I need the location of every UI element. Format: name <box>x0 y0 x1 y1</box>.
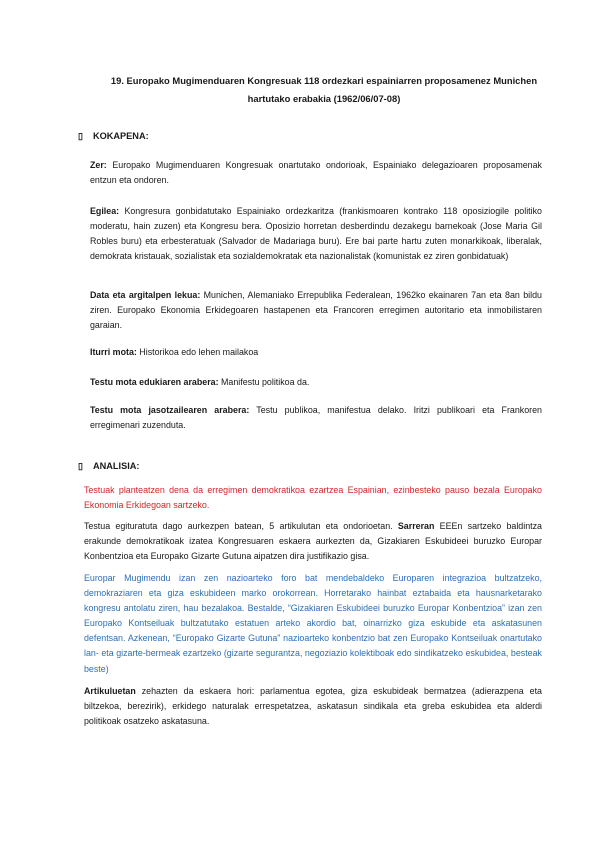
label-testu-mota-jasotzailea: Testu mota jasotzailearen arabera: <box>90 405 250 415</box>
paragraph-data-argitalpen <box>90 288 542 333</box>
label-data-argitalpen: Data eta argitalpen lekua: <box>90 290 201 300</box>
text-egilea: Kongresura gonbidatutako Espainiako ordezkaritza (frankismoaren kontrako 118 oposiziogile politiko moderatu, hain zuzen) eta Kongresu bera. Oposizio horretan desberdindu dezakegu barnekoak (Jose Maria Gil Robles buru) eta erbesteratuak (Salvador de Madariaga buru). Ere bai parte hartu zuten monarkikoak, liberalak, demokrata kristauak, sozialistak eta sozialdemokratak eta nazionalistak (komunistak ez ziren gonbidatuak) <box>90 206 542 262</box>
bullet-icon: ▯ <box>78 131 83 141</box>
paragraph-structure <box>84 519 542 564</box>
section-heading-text: KOKAPENA: <box>93 131 149 141</box>
text-testu-mota-jasotzailea: Testu publikoa, manifestua delako. Iritzi publikoari eta Frankoren erregimenari zuzenduta. <box>90 405 542 431</box>
paragraph-egilea <box>90 204 542 264</box>
paragraph-artikuluak <box>84 684 542 729</box>
section-heading-kokapena <box>78 130 149 142</box>
label-artikuluetan: Artikuluetan <box>84 686 136 696</box>
bullet-icon: ▯ <box>78 461 83 471</box>
paragraph-zer <box>90 158 542 188</box>
paragraph-testu-mota-edukia <box>90 375 542 390</box>
text-structure-after: EEEn sartzeko baldintza erakunde demokratikoak izatea Kongresuaren eskaera aurkezten da, Gizakiaren Eskubideei buruzko Europar Konbentzioa eta Europako Gizarte Gutuna aipatzen dira justifikazio gisa. <box>84 521 542 562</box>
label-sarreran: Sarreran <box>397 521 435 531</box>
text-structure-before: Testua egituratuta dago aurkezpen batean, 5 artikulutan eta ondorioetan. <box>84 521 398 531</box>
label-zer: Zer: <box>90 160 107 170</box>
paragraph-blue-context: Europar Mugimendu izan zen nazioarteko foro bat mendebaldeko Europaren integrazioa bultzatzeko, demokraziaren eta giza eskubideen marko orokorrean. Horretarako hainbat eztabaida eta hausnarketarako kongresu antolatu ziren, hau bezalakoa. Bestalde, “Gizakiaren Eskubideei buruzko Europar Konbentzioa” izan zen Europako Kontseiluak bultzatutako estatuen arteko akordio bat, oinarrizko giza eskubide eta askatasunen defentsan. Azkenean, “Europako Gizarte Gutuna” nazioarteko konbentzio bat zen Europako Kontseiluak onartutako lan- eta gizarte-bermeak ezartzeko (gizarte segurantza, negoziazio kolektiboak edo sindikatzeko eskubidea, besteak beste) <box>84 573 542 674</box>
text-testu-mota-edukia: Manifestu politikoa da. <box>218 377 310 387</box>
text-artikuluetan: zehazten da eskaera hori: parlamentua egotea, giza eskubideak bermatzea (adierazpena eta biltzekoa, berezirik), erkidego naturalak errespetatzea, askatasun sindikala eta greba eskubidea eta alderdi politikoak osatzeko askatasuna. <box>84 686 542 727</box>
label-testu-mota-edukia: Testu mota edukiaren arabera: <box>90 377 219 387</box>
section-heading-text: ANALISIA: <box>93 461 140 471</box>
text-data-argitalpen: Munichen, Alemaniako Errepublika Federalean, 1962ko ekainaren 7an eta 8an bildu ziren. Europako Ekonomia Erkidegoaren hastapenen eta Francoren erregimen autoritario eta inmobilistaren garaian. <box>90 290 542 331</box>
paragraph-testu-mota-jasotzailea <box>90 403 542 433</box>
document-title: 19. Europako Mugimenduaren Kongresuak 118 ordezkari espainiarren proposamenez Munichen hartutako erabakia (1962/06/07-08) <box>110 75 538 104</box>
section-heading-analisia <box>78 460 139 472</box>
text-zer: Europako Mugimenduaren Kongresuak onartutako ondorioak, Espainiako delegazioaren proposamenak entzun eta ondoren. <box>90 160 542 186</box>
text-iturri-mota: Historikoa edo lehen mailakoa <box>136 347 259 357</box>
paragraph-iturri-mota <box>90 345 542 360</box>
label-egilea: Egilea: <box>90 206 120 216</box>
label-iturri-mota: Iturri mota: <box>90 347 137 357</box>
paragraph-red-thesis: Testuak planteatzen dena da erregimen demokratikoa ezartzea Espainian, ezinbesteko pauso bezala Europako Ekonomia Erkidegoan sartzeko. <box>84 485 542 511</box>
